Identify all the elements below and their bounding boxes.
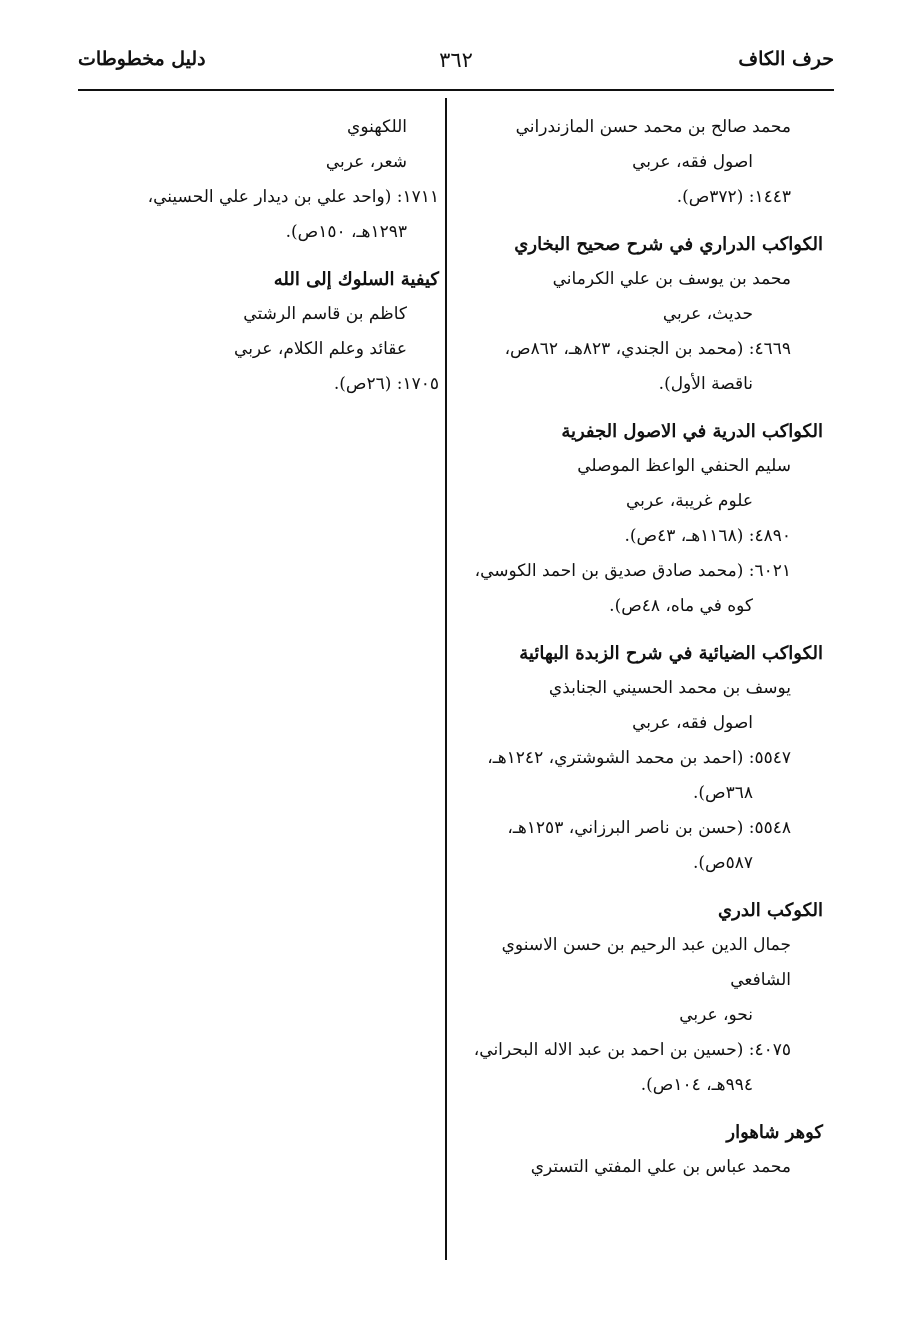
- header-rule: [78, 89, 834, 91]
- entry-line: ٤٦٦٩: (محمد بن الجندي، ٨٢٣هـ، ٨٦٢ص،: [504, 339, 791, 359]
- entry-line: اصول فقه، عربي: [632, 152, 753, 172]
- page-number: ٣٦٢: [439, 48, 473, 72]
- catalog-entry: [463, 1115, 823, 1185]
- entry-line: ٥٥٤٧: (احمد بن محمد الشوشتري، ١٢٤٢هـ،: [487, 748, 791, 768]
- entry-line: ٥٨٧ص).: [693, 853, 753, 873]
- catalog-entry: [79, 110, 439, 250]
- entry-line: محمد عباس بن علي المفتي التستري: [530, 1157, 791, 1177]
- entry-line: محمد بن يوسف بن علي الكرماني: [552, 269, 791, 289]
- entry-line: ١٤٤٣: (٣٧٢ص).: [676, 187, 791, 207]
- left-column: [79, 110, 439, 414]
- entry-line: اللكهنوي: [347, 117, 407, 137]
- catalog-entry: [463, 414, 823, 624]
- page-header: [78, 48, 834, 90]
- right-column: [463, 110, 823, 1197]
- entry-line: الشافعي: [730, 970, 791, 990]
- entry-line: ١٧٠٥: (٢٦ص).: [333, 374, 439, 394]
- entry-title: الكواكب الدرية في الاصول الجفرية: [561, 421, 823, 442]
- entry-line: ٣٦٨ص).: [693, 783, 753, 803]
- column-divider: [445, 98, 447, 1260]
- entry-line: ١٧١١: (واحد علي بن ديدار علي الحسيني،: [147, 187, 439, 207]
- entry-line: محمد صالح بن محمد حسن المازندراني: [515, 117, 791, 137]
- entry-line: ٦٠٢١: (محمد صادق صديق بن احمد الكوسي،: [474, 561, 791, 581]
- catalog-entry: [463, 636, 823, 881]
- entry-line: نحو، عربي: [679, 1005, 753, 1025]
- entry-title: كوهر شاهوار: [726, 1122, 823, 1143]
- entry-line: عقائد وعلم الكلام، عربي: [234, 339, 407, 359]
- entry-line: ١٢٩٣هـ، ١٥٠ص).: [285, 222, 407, 242]
- entry-line: كوه في ماه، ٤٨ص).: [609, 596, 753, 616]
- book-title: دليل مخطوطات: [78, 48, 206, 70]
- entry-title: الكواكب الدراري في شرح صحيح البخاري: [514, 234, 823, 255]
- catalog-entry: [79, 262, 439, 402]
- entry-line: علوم غريبة، عربي: [625, 491, 753, 511]
- entry-title: الكوكب الدري: [718, 900, 823, 921]
- entry-line: ٤٠٧٥: (حسين بن احمد بن عبد الاله البحراني،: [473, 1040, 791, 1060]
- entry-title: الكواكب الضيائية في شرح الزبدة البهائية: [519, 643, 823, 664]
- entry-line: ٤٨٩٠: (١١٦٨هـ، ٤٣ص).: [624, 526, 791, 546]
- chapter-title: حرف الكاف: [738, 48, 834, 70]
- catalog-entry: [463, 893, 823, 1103]
- entry-line: ناقصة الأول).: [658, 374, 753, 394]
- entry-line: حديث، عربي: [662, 304, 753, 324]
- catalog-entry: [463, 110, 823, 215]
- entry-line: ٥٥٤٨: (حسن بن ناصر البرزاني، ١٢٥٣هـ،: [507, 818, 791, 838]
- entry-line: جمال الدين عبد الرحيم بن حسن الاسنوي: [501, 935, 791, 955]
- entry-line: شعر، عربي: [325, 152, 407, 172]
- catalog-entry: [463, 227, 823, 402]
- entry-line: كاظم بن قاسم الرشتي: [243, 304, 407, 324]
- entry-line: ٩٩٤هـ، ١٠٤ص).: [640, 1075, 753, 1095]
- entry-line: اصول فقه، عربي: [632, 713, 753, 733]
- entry-line: سليم الحنفي الواعظ الموصلي: [577, 456, 791, 476]
- entry-line: يوسف بن محمد الحسيني الجنابذي: [548, 678, 791, 698]
- entry-title: كيفية السلوك إلى الله: [273, 269, 439, 290]
